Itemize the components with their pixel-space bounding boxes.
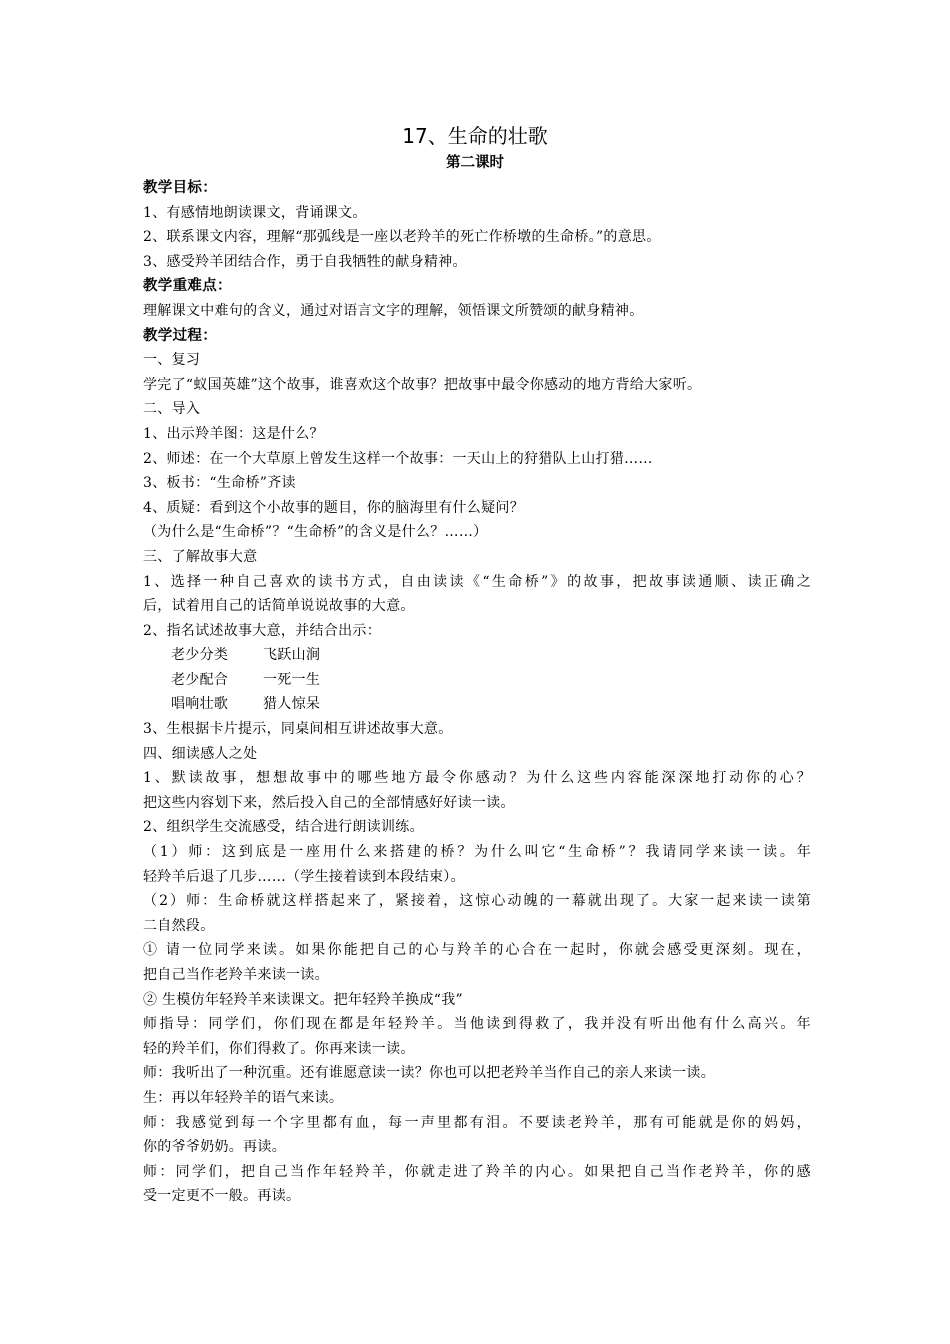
goals-heading: 教学目标： xyxy=(143,180,217,196)
reading-paragraph-line: 师：同学们，把自己当作年轻羚羊，你就走进了羚羊的内心。如果把自己当作老羚羊，你的感 xyxy=(143,1163,811,1180)
card-left: 老少配合 xyxy=(171,671,229,688)
story-paragraph-line: 1、选择一种自己喜欢的读书方式，自由读读《“生命桥”》的故事，把故事读通顺、读正确之 xyxy=(143,573,811,590)
reading-paragraph-line: 1、默读故事，想想故事中的哪些地方最令你感动？为什么这些内容能深深地打动你的心？ xyxy=(143,770,811,787)
reading-paragraph-line: 把这些内容划下来，然后投入自己的全部情感好好读一读。 xyxy=(143,794,515,811)
reading-paragraph-line: ② 生模仿年轻羚羊来读课文。把年轻羚羊换成“我” xyxy=(143,991,463,1008)
story-item: 2、指名试述故事大意，并结合出示： xyxy=(143,622,382,639)
goal-item: 3、感受羚羊团结合作，勇于自我牺牲的献身精神。 xyxy=(143,253,467,270)
key-heading: 教学重难点： xyxy=(143,278,232,295)
reading-paragraph-line: 师：我听出了一种沉重。还有谁愿意读一读？你也可以把老羚羊当作自己的亲人来读一读。 xyxy=(143,1065,715,1082)
document-body xyxy=(143,176,811,1209)
goal-item: 1、有感情地朗读课文，背诵课文。 xyxy=(143,204,367,221)
reading-paragraph-line: ① 请一位同学来读。如果你能把自己的心与羚羊的心合在一起时，你就会感受更深刻。现在， xyxy=(143,942,811,959)
card-left: 老少分类 xyxy=(171,647,229,664)
card-pair xyxy=(143,643,811,668)
section-review: 一、复习 xyxy=(143,352,201,369)
section-reading: 四、细读感人之处 xyxy=(143,745,258,762)
goal-item: 2、联系课文内容，理解“那弧线是一座以老羚羊的死亡作桥墩的生命桥。”的意思。 xyxy=(143,229,661,246)
review-text: 学完了“蚁国英雄”这个故事，谁喜欢这个故事？把故事中最令你感动的地方背给大家听。 xyxy=(143,376,702,393)
process-heading: 教学过程： xyxy=(143,327,217,344)
intro-item: 4、质疑：看到这个小故事的题目，你的脑海里有什么疑问？ xyxy=(143,499,525,516)
card-right: 一死一生 xyxy=(263,671,321,688)
section-story: 三、了解故事大意 xyxy=(143,548,258,565)
page-title: 17、生命的壮歌 xyxy=(402,124,548,148)
card-left: 唱响壮歌 xyxy=(171,696,229,713)
reading-paragraph-line: 轻的羚羊们，你们得救了。你再来读一读。 xyxy=(143,1040,415,1057)
card-right: 飞跃山涧 xyxy=(263,647,321,664)
reading-paragraph-line: 生：再以年轻羚羊的语气来读。 xyxy=(143,1089,344,1106)
intro-item: 2、师述：在一个大草原上曾发生这样一个故事：一天山上的狩猎队上山打猎…… xyxy=(143,450,653,467)
page-subtitle: 第二课时 xyxy=(446,155,504,171)
section-intro: 二、导入 xyxy=(143,401,201,418)
reading-paragraph-line: 把自己当作老羚羊来读一读。 xyxy=(143,967,329,983)
card-pair xyxy=(143,668,811,693)
key-text: 理解课文中难句的含义，通过对语言文字的理解，领悟课文所赞颂的献身精神。 xyxy=(143,302,644,319)
intro-item: 1、出示羚羊图：这是什么？ xyxy=(143,425,324,442)
reading-paragraph-line: （2）师：生命桥就这样搭起来了，紧接着，这惊心动魄的一幕就出现了。大家一起来读一读第 xyxy=(143,893,811,910)
card-pair xyxy=(143,692,811,717)
reading-item: 2、组织学生交流感受，结合进行朗读训练。 xyxy=(143,819,424,836)
card-right: 猎人惊呆 xyxy=(263,696,321,713)
intro-item: 3、板书：“生命桥”齐读 xyxy=(143,475,296,492)
reading-paragraph-line: 你的爷爷奶奶。再读。 xyxy=(143,1139,286,1156)
reading-paragraph-line: 受一定更不一般。再读。 xyxy=(143,1188,301,1205)
reading-paragraph-line: 二自然段。 xyxy=(143,917,215,934)
reading-paragraph-line: 轻羚羊后退了几步……（学生接着读到本段结束）。 xyxy=(143,868,465,885)
reading-paragraph-line: （1）师：这到底是一座用什么来搭建的桥？为什么叫它“生命桥”？我请同学来读一读。年 xyxy=(143,844,811,861)
reading-paragraph-line: 师指导：同学们，你们现在都是年轻羚羊。当他读到得救了，我并没有听出他有什么高兴。年 xyxy=(143,1016,811,1033)
intro-item: （为什么是“生命桥”？“生命桥”的含义是什么？……） xyxy=(143,524,488,541)
reading-paragraph-line: 师：我感觉到每一个字里都有血，每一声里都有泪。不要读老羚羊，那有可能就是你的妈妈， xyxy=(143,1114,811,1131)
story-item: 3、生根据卡片提示，同桌间相互讲述故事大意。 xyxy=(143,721,453,738)
story-paragraph-line: 后，试着用自己的话简单说说故事的大意。 xyxy=(143,598,415,615)
